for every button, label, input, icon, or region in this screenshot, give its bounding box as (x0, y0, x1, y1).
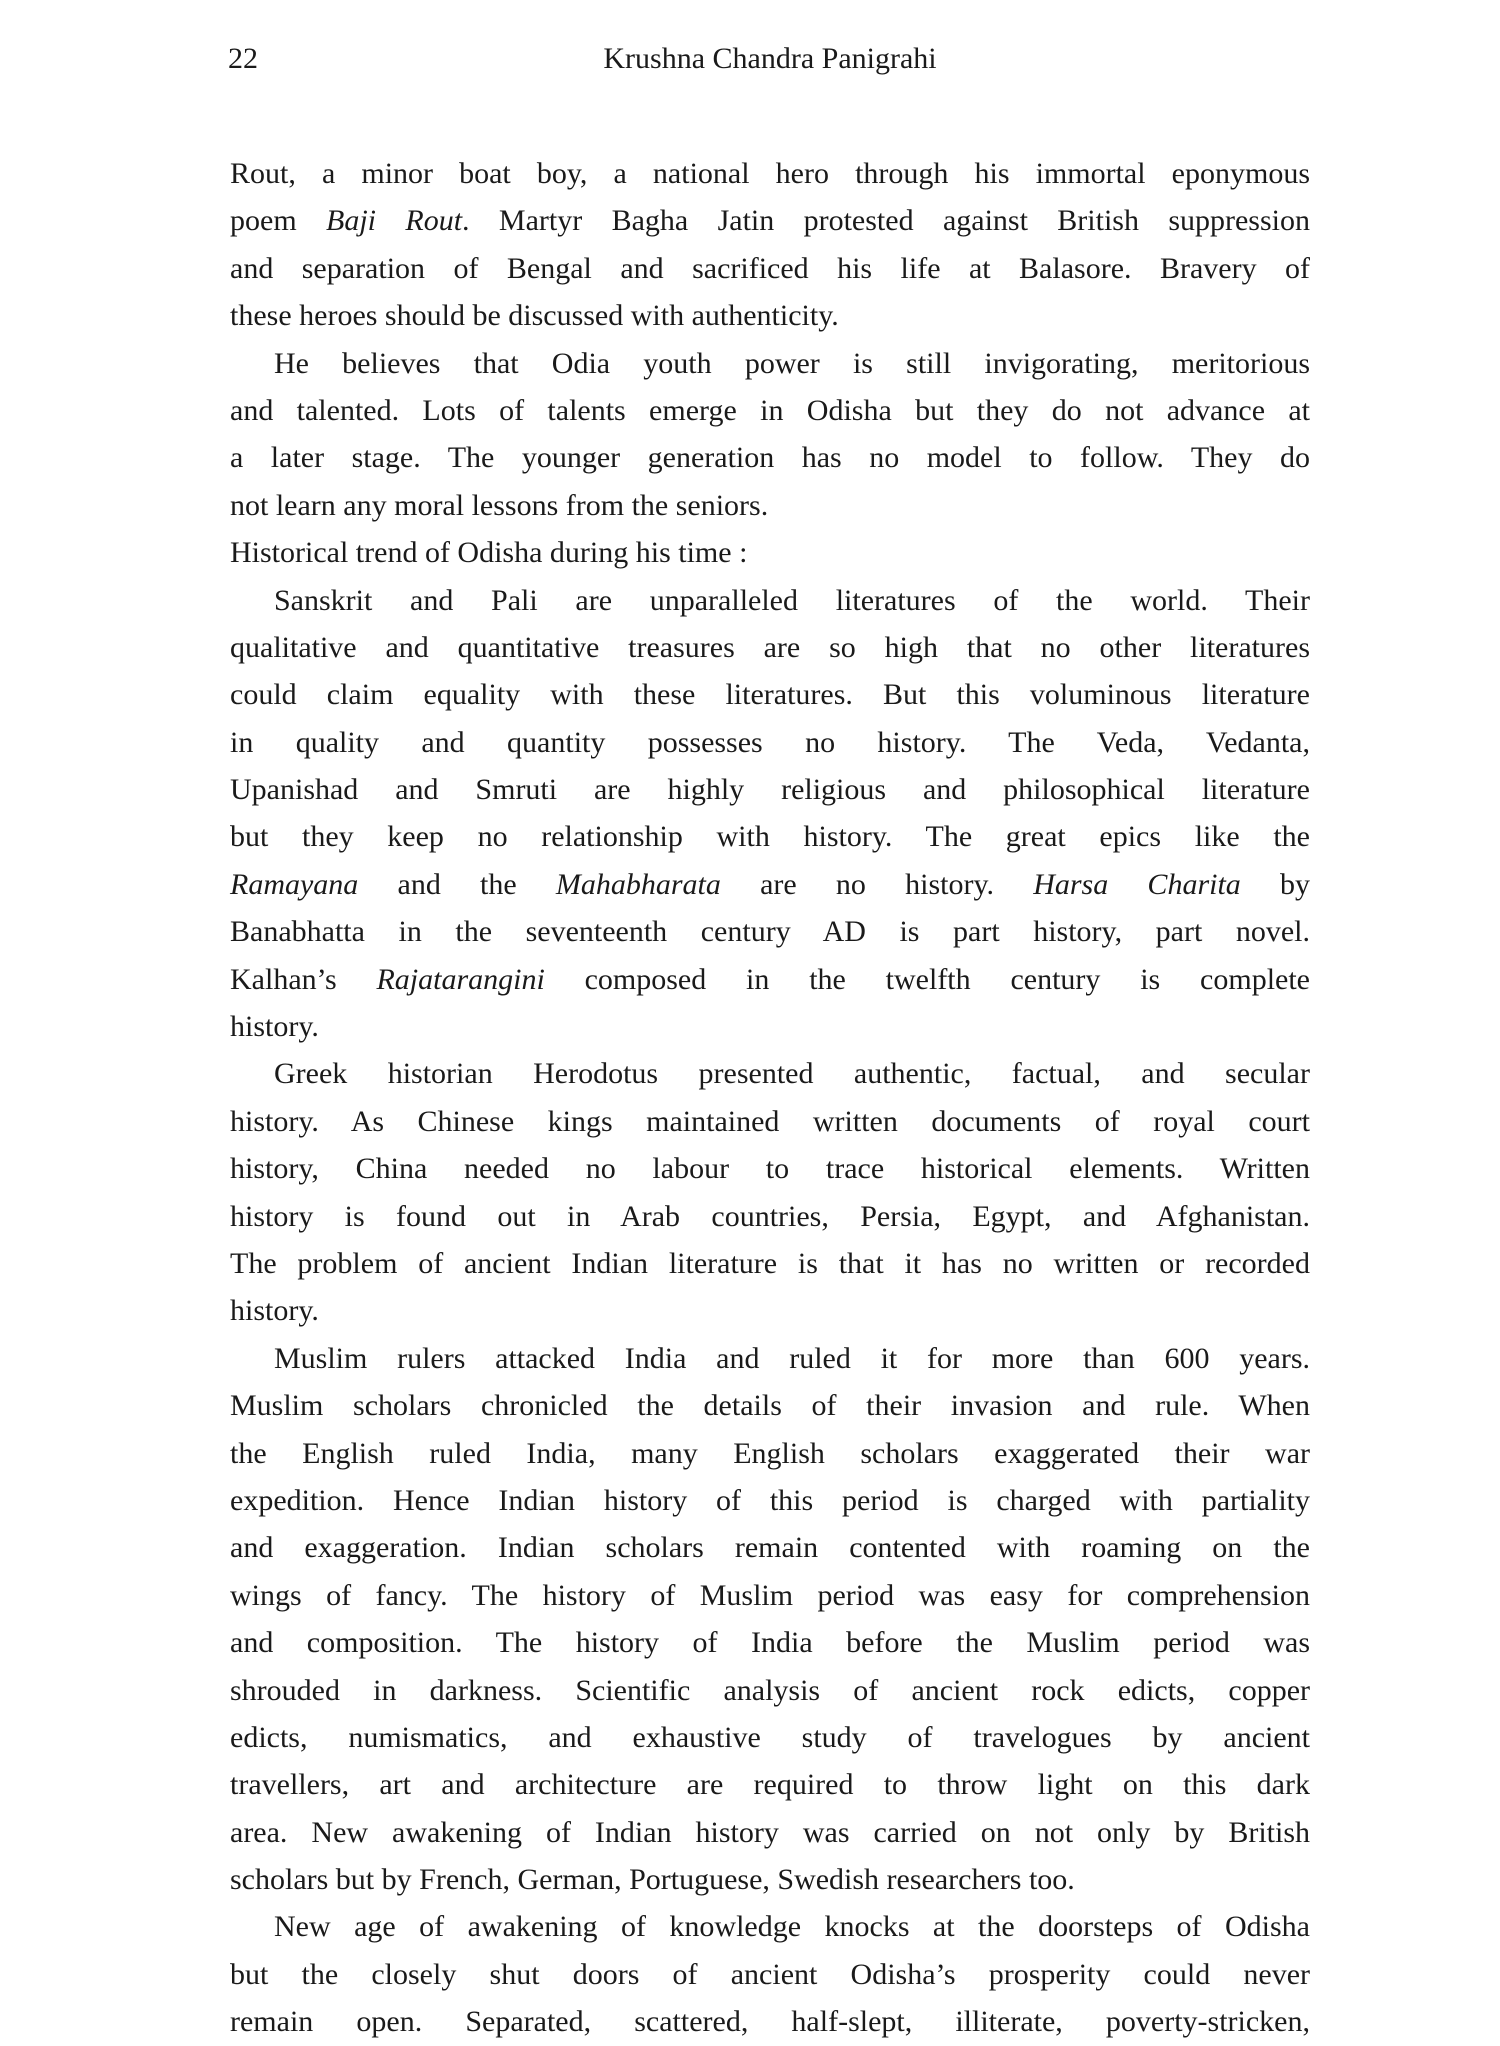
text-segment: expedition. Hence Indian history of this period is charged with partiality (230, 1483, 1310, 1517)
text-segment: scholars but by French, German, Portuguese, Swedish researchers too. (230, 1863, 1075, 1897)
text-segment: poem (230, 204, 327, 238)
text-line (230, 813, 1310, 860)
text-line (230, 197, 1310, 244)
text-segment: Greek historian Herodotus presented authentic, factual, and secular (274, 1057, 1310, 1091)
text-line (230, 1998, 1310, 2045)
text-line (230, 766, 1310, 813)
italic-title: Baji Rout (326, 204, 463, 238)
text-segment: New age of awakening of knowledge knocks at the doorsteps of Odisha (274, 1910, 1310, 1944)
text-line (230, 1572, 1310, 1619)
text-line (230, 956, 1310, 1003)
text-segment: but they keep no relationship with history. The great epics like the (230, 820, 1310, 854)
text-segment: history. (230, 1294, 319, 1328)
text-segment: Banabhatta in the seventeenth century AD is part history, part novel. (230, 915, 1310, 949)
text-line (230, 1430, 1310, 1477)
text-segment: and separation of Bengal and sacrificed his life at Balasore. Bravery of (230, 251, 1310, 285)
text-segment: Upanishad and Smruti are highly religious and philosophical literature (230, 773, 1310, 807)
text-segment: qualitative and quantitative treasures are so high that no other literatures (230, 630, 1310, 664)
text-segment: . Martyr Bagha Jatin protested against British suppression (462, 204, 1310, 238)
text-line (230, 1145, 1310, 1192)
text-line (230, 624, 1310, 671)
text-segment: Historical trend of Odisha during his time : (230, 536, 748, 570)
text-segment: in quality and quantity possesses no history. The Veda, Vedanta, (230, 725, 1310, 759)
italic-title: Mahabharata (555, 867, 721, 901)
text-segment: are no history. (720, 867, 1034, 901)
text-line (230, 1761, 1310, 1808)
text-line (230, 671, 1310, 718)
text-line (230, 1098, 1310, 1145)
text-line (230, 1856, 1310, 1903)
text-line (230, 482, 1310, 529)
text-line (230, 387, 1310, 434)
text-line (230, 577, 1310, 624)
text-segment: remain open. Separated, scattered, half-slept, illiterate, poverty-stricken, (230, 2005, 1310, 2039)
text-segment: travellers, art and architecture are required to throw light on this dark (230, 1768, 1310, 1802)
italic-title: Ramayana (230, 867, 359, 901)
text-segment: and composition. The history of India before the Muslim period was (230, 1626, 1310, 1660)
text-segment: Rout, a minor boat boy, a national hero through his immortal eponymous (230, 157, 1310, 190)
text-segment: history, China needed no labour to trace historical elements. Written (230, 1152, 1310, 1186)
text-segment: shrouded in darkness. Scientific analysis of ancient rock edicts, copper (230, 1673, 1310, 1707)
text-segment: Muslim scholars chronicled the details of their invasion and rule. When (230, 1389, 1310, 1423)
text-line (230, 292, 1310, 339)
page-number: 22 (228, 42, 258, 75)
text-line (230, 1667, 1310, 1714)
running-head: Krushna Chandra Panigrahi (603, 42, 937, 75)
text-segment: area. New awakening of Indian history was carried on not only by British (230, 1815, 1310, 1849)
text-segment: but the closely shut doors of ancient Odisha’s prosperity could never (230, 1957, 1310, 1991)
text-segment: The problem of ancient Indian literature is that it has no written or recorded (230, 1246, 1310, 1280)
text-line (230, 1287, 1310, 1334)
text-segment: Muslim rulers attacked India and ruled it for more than 600 years. (274, 1341, 1310, 1375)
text-segment: edicts, numismatics, and exhaustive study of travelogues by ancient (230, 1720, 1310, 1754)
text-line (230, 1809, 1310, 1856)
text-line (230, 1003, 1310, 1050)
text-segment: He believes that Odia youth power is still invigorating, meritorious (274, 346, 1310, 380)
text-segment: and talented. Lots of talents emerge in Odisha but they do not advance at (230, 393, 1310, 427)
text-line (230, 1524, 1310, 1571)
text-line (230, 908, 1310, 955)
text-line (230, 1903, 1310, 1950)
text-segment: Kalhan’s (230, 962, 377, 996)
text-segment: wings of fancy. The history of Muslim period was easy for comprehension (230, 1578, 1310, 1612)
text-line (230, 1335, 1310, 1382)
text-segment: could claim equality with these literatures. But this voluminous literature (230, 678, 1310, 712)
text-line (230, 1714, 1310, 1761)
text-segment: and exaggeration. Indian scholars remain contented with roaming on the (230, 1531, 1310, 1565)
text-line (230, 245, 1310, 292)
text-line (230, 1951, 1310, 1998)
text-line (230, 529, 1310, 576)
text-segment: composed in the twelfth century is complete (544, 962, 1310, 996)
text-line (230, 1619, 1310, 1666)
text-segment: a later stage. The younger generation has no model to follow. They do (230, 441, 1310, 475)
text-line (230, 1382, 1310, 1429)
text-segment: not learn any moral lessons from the seniors. (230, 488, 769, 522)
text-segment: by (1240, 867, 1310, 901)
text-line (230, 1240, 1310, 1287)
text-line (230, 719, 1310, 766)
text-segment: these heroes should be discussed with authenticity. (230, 299, 839, 333)
italic-title: Harsa Charita (1033, 867, 1241, 901)
text-segment: and the (358, 867, 556, 901)
text-line (230, 1050, 1310, 1097)
text-segment: the English ruled India, many English scholars exaggerated their war (230, 1436, 1310, 1470)
text-line (230, 340, 1310, 387)
text-segment: history is found out in Arab countries, Persia, Egypt, and Afghanistan. (230, 1199, 1310, 1233)
text-line (230, 434, 1310, 481)
body-text (230, 150, 1310, 2046)
italic-title: Rajatarangini (376, 962, 545, 996)
text-line (230, 150, 1310, 197)
text-segment: history. As Chinese kings maintained written documents of royal court (230, 1104, 1310, 1138)
text-line (230, 1193, 1310, 1240)
text-segment: Sanskrit and Pali are unparalleled literatures of the world. Their (274, 583, 1310, 617)
text-segment: history. (230, 1010, 319, 1044)
text-line (230, 861, 1310, 908)
text-line (230, 1477, 1310, 1524)
